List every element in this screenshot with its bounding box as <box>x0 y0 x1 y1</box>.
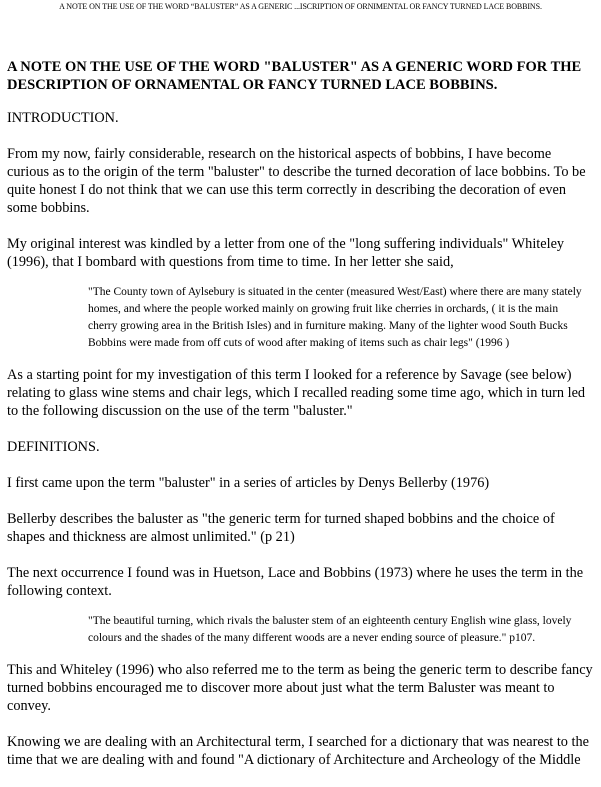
article-title: A NOTE ON THE USE OF THE WORD "BALUSTER" AS A GENERIC WORD FOR THE DESCRIPTION OF ORNAMENTAL OR FANCY TURNED LACE BOBBINS. <box>7 59 582 93</box>
paragraph: From my now, fairly considerable, research on the historical aspects of bobbins, I have become curious as to the origin of the term "baluster" to describe the turned decoration of lace bobbins. To be quite honest I do not think that we can use this term correctly in describing the decoration of even some bobbins. <box>7 146 586 216</box>
block-quote: "The County town of Aylsebury is situated in the center (measured West/East) where there are many stately homes, and where the people worked mainly on growing fruit like cherries in orchards, ( it is the main cherry growing area in the British Isles) and in furniture making. Many of the lighter wood South Bucks Bobbins were made from off cuts of wood after making of items such as chair legs" (1996 ) <box>88 286 582 349</box>
paragraph: The next occurrence I found was in Huetson, Lace and Bobbins (1973) where he uses the term in the following context. <box>7 565 584 599</box>
paragraph: Bellerby describes the baluster as "the generic term for turned shaped bobbins and the choice of shapes and thickness are almost unlimited." (p 21) <box>7 511 555 545</box>
block-quote: "The beautiful turning, which rivals the baluster stem of an eighteenth century English wine glass, lovely colours and the shades of the many different woods are a never ending source of pleasure." p107. <box>88 615 572 644</box>
section-heading-introduction: INTRODUCTION. <box>7 110 119 126</box>
section-heading-definitions: DEFINITIONS. <box>7 439 100 455</box>
paragraph: I first came upon the term "baluster" in a series of articles by Denys Bellerby (1976) <box>7 475 490 491</box>
paragraph: This and Whiteley (1996) who also referred me to the term as being the generic term to describe fancy turned bobbins encouraged me to discover more about just what the term Baluster was meant to convey. <box>7 662 593 714</box>
paragraph: As a starting point for my investigation of this term I looked for a reference by Savage (see below) relating to glass wine stems and chair legs, which I recalled reading some time ago, which in turn led to the following discussion on the use of the term "baluster." <box>7 367 586 419</box>
paragraph: Knowing we are dealing with an Architectural term, I searched for a dictionary that was nearest to the time that we are dealing with and found "A dictionary of Architecture and Archeology of the Middle <box>7 734 589 768</box>
running-header: A NOTE ON THE USE OF THE WORD “BALUSTER” AS A GENERIC ...ISCRIPTION OF ORNIMENTAL OR FANCY TURNED LACE BOBBINS. <box>59 2 542 11</box>
paragraph: My original interest was kindled by a letter from one of the "long suffering individuals" Whiteley (1996), that I bombard with questions from time to time. In her letter she said, <box>7 236 565 270</box>
article-body <box>7 58 595 787</box>
